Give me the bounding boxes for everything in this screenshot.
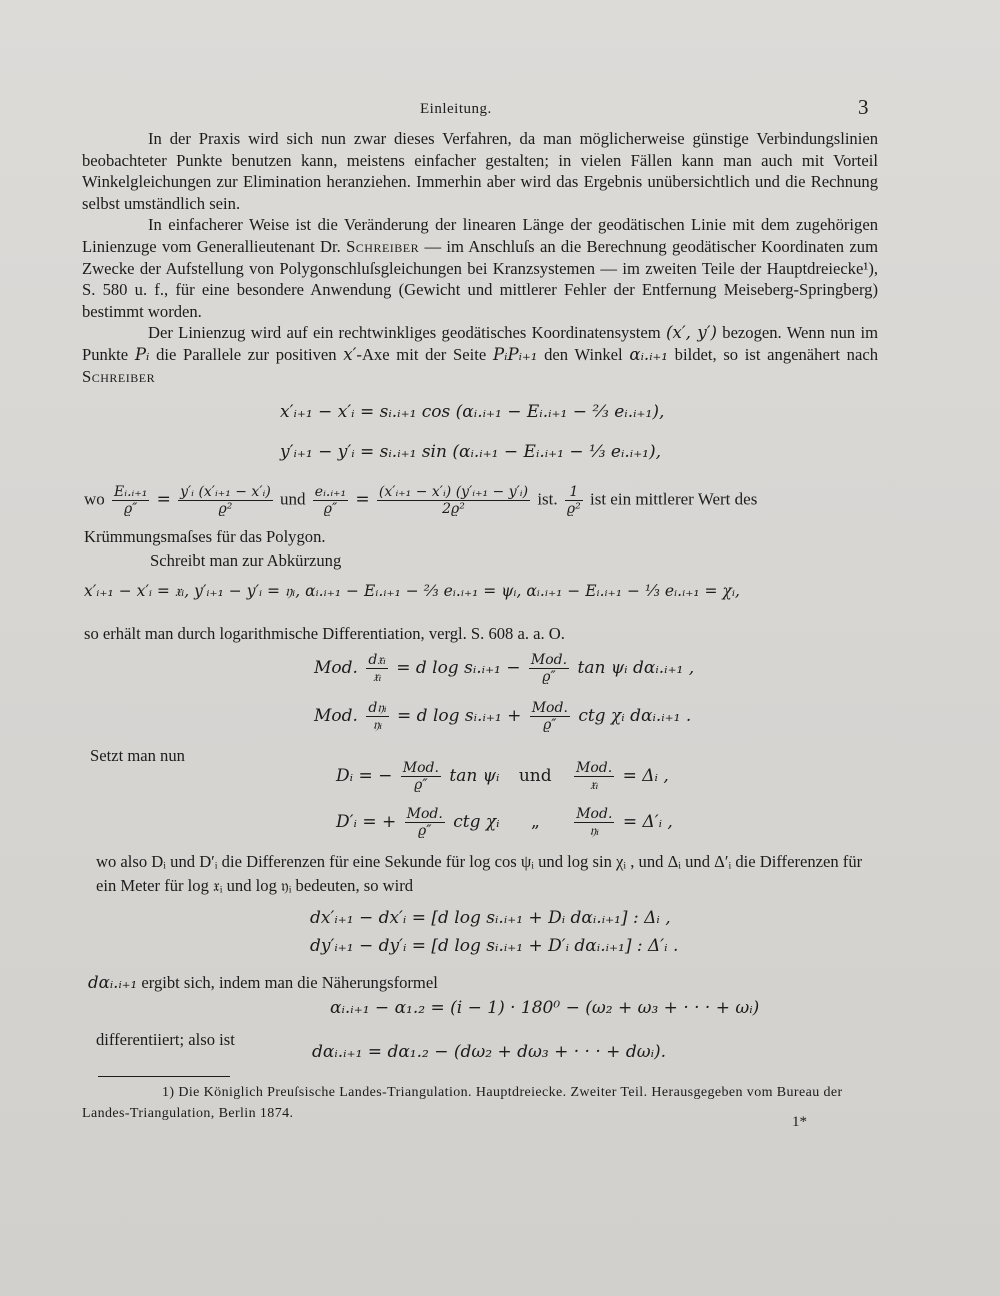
equation-definition-line	[84, 484, 757, 517]
fraction-numerator: y′ᵢ (x′ᵢ₊₁ − x′ᵢ)	[180, 484, 271, 500]
text-differentiiert: differentiiert; also ist	[96, 1030, 235, 1049]
equation-8: dx′ᵢ₊₁ − dx′ᵢ = [d log sᵢ.ᵢ₊₁ + Dᵢ dαᵢ.ᵢ₊₁] : Δᵢ ,	[310, 908, 671, 928]
footnote-separator	[98, 1076, 230, 1077]
mod-label: Mod.	[314, 658, 358, 679]
fraction-numerator: Mod.	[531, 700, 568, 716]
equation-4-middle: = d log sᵢ.ᵢ₊₁ −	[396, 658, 521, 679]
side-pi-pi1: PᵢPᵢ₊₁	[492, 344, 538, 364]
body-text	[82, 128, 878, 387]
equation-9: dy′ᵢ₊₁ − dy′ᵢ = [d log sᵢ.ᵢ₊₁ + D′ᵢ dαᵢ.ᵢ₊₁] : Δ′ᵢ .	[310, 936, 679, 956]
fraction-mod-xi	[574, 760, 614, 793]
fraction-denominator: 2ϱ²	[442, 501, 465, 518]
fraction-numerator: d𝔶ᵢ	[368, 700, 387, 716]
fraction-mod-rho	[401, 760, 441, 793]
fraction-denominator: 𝔶ᵢ	[372, 717, 383, 734]
equation-3: x′ᵢ₊₁ − x′ᵢ = 𝔵ᵢ, y′ᵢ₊₁ − y′ᵢ = 𝔶ᵢ, αᵢ.ᵢ₊₁ − Eᵢ.ᵢ₊₁ − ⅔ eᵢ.ᵢ₊₁ = ψᵢ, αᵢ.ᵢ₊₁ − Eᵢ.ᵢ₊₁ − ⅓ eᵢ.ᵢ₊₁ = χᵢ,	[84, 582, 740, 600]
text-kruemmung: Krümmungsmaſses für das Polygon.	[84, 527, 326, 546]
text-so-erhaelt: so erhält man durch logarithmische Differentiation, vergl. S. 608 a. a. O.	[84, 624, 565, 643]
text-ergibt: ergibt sich, indem man die Näherungsformel	[141, 973, 438, 992]
equation-2: y′ᵢ₊₁ − y′ᵢ = sᵢ.ᵢ₊₁ sin (αᵢ.ᵢ₊₁ − Eᵢ.ᵢ₊₁ − ⅓ eᵢ.ᵢ₊₁),	[280, 442, 662, 462]
fraction-numerator: Mod.	[530, 652, 568, 668]
equals-sign-2: =	[355, 489, 370, 510]
fraction-numerator: Mod.	[402, 760, 439, 776]
author-name-2: Schreiber	[82, 366, 156, 386]
fraction-mod-rho	[530, 700, 570, 733]
fraction-denominator: 𝔵ᵢ	[589, 777, 599, 794]
paragraph-3	[82, 322, 878, 387]
paragraph-3-part-d: -Axe mit der Seite	[356, 344, 487, 364]
fraction-denominator: 𝔵ᵢ	[372, 669, 382, 686]
fraction-denominator: ϱ″	[323, 501, 338, 518]
equation-10: αᵢ.ᵢ₊₁ − α₁.₂ = (i − 1) · 180⁰ − (ω₂ + ω₃ + · · · + ωᵢ)	[330, 998, 760, 1018]
fraction-dyi-yi	[366, 700, 388, 733]
equation-5-middle: = d log sᵢ.ᵢ₊₁ +	[397, 706, 522, 727]
fraction-numerator: Eᵢ.ᵢ₊₁	[114, 484, 148, 500]
equation-7-lhs: D′ᵢ = +	[336, 812, 397, 833]
paragraph-2	[82, 214, 878, 322]
fraction-dxi-xi	[366, 652, 387, 685]
word-wo: wo	[84, 489, 105, 509]
paragraph-3-part-c: die Parallele zur positiven	[156, 344, 337, 364]
fraction-one-over-rho	[565, 484, 583, 517]
text-schreibt: Schreibt man zur Abkürzung	[150, 551, 342, 570]
fraction-y-dx	[178, 484, 273, 517]
fraction-dx-dy	[377, 484, 530, 517]
paragraph-3-part-e: den Winkel	[544, 344, 623, 364]
page-header	[0, 95, 1000, 125]
word-und-2: und	[518, 766, 552, 787]
text-wo-also: wo also Dᵢ und D′ᵢ die Differenzen für eine Sekunde für log cos ψᵢ und log sin χᵢ , und Δᵢ und Δ′ᵢ die Differenzen für ein Meter für log 𝔵ᵢ und log 𝔶ᵢ bedeuten, so wird	[96, 852, 863, 895]
equation-6-rhs: = Δᵢ ,	[622, 766, 669, 787]
paragraph-3-part-f: bildet, so ist angenähert nach	[674, 344, 879, 364]
fraction-mod-yi	[574, 806, 614, 839]
equation-1: x′ᵢ₊₁ − x′ᵢ = sᵢ.ᵢ₊₁ cos (αᵢ.ᵢ₊₁ − Eᵢ.ᵢ₊₁ − ⅔ eᵢ.ᵢ₊₁),	[280, 402, 665, 422]
d-alpha-symbol: dαᵢ.ᵢ₊₁	[88, 973, 138, 992]
word-ist: ist.	[537, 489, 558, 509]
paragraph-2-part-a: In einfacherer Weise ist die Veränderung der linearen Länge der geodätischen Linie mit dem zugehörigen Linienzuge vom Generallieutenant Dr.	[82, 215, 878, 256]
paragraph-2-part-b: — im Anschluſs an die Berechnung geodätischer Koordinaten zum Zwecke der Aufstellung von Polygonschluſsgleichungen bei Kranzsystemen — im zweiten Teile der Hauptdreiecke¹), S. 580 u. f., für eine besondere Anwendung (Gewicht und mittlerer Fehler der Entfernung Meiseberg-Springberg) bestimmt worden.	[82, 236, 878, 321]
paragraph-3-part-a: Der Linienzug wird auf ein rechtwinkliges geodätisches Koordinatensystem	[148, 323, 661, 343]
fraction-denominator: ϱ″	[414, 777, 428, 794]
fraction-numerator: Mod.	[406, 806, 443, 822]
fraction-mod-rho	[529, 652, 569, 685]
fraction-denominator: ϱ″	[543, 717, 557, 734]
sheet-signature: 1*	[792, 1114, 807, 1130]
fraction-numerator: eᵢ.ᵢ₊₁	[314, 484, 347, 500]
fraction-e-over-rho	[112, 484, 149, 517]
fraction-denominator: ϱ″	[417, 823, 432, 840]
word-und: und	[280, 489, 306, 509]
paragraph-3-part-b: bezogen. Wenn nun im Punkte	[82, 323, 879, 364]
fraction-numerator: Mod.	[576, 806, 613, 822]
fraction-mod-rho	[405, 806, 445, 839]
fraction-numerator: 1	[565, 484, 583, 501]
equation-7	[336, 806, 673, 839]
equation-4	[314, 652, 694, 685]
angle-alpha: αᵢ.ᵢ₊₁	[629, 344, 668, 364]
equation-4-end: tan ψᵢ dαᵢ.ᵢ₊₁ ,	[577, 658, 695, 679]
fraction-denominator: ϱ″	[542, 669, 556, 686]
equation-5	[314, 700, 691, 733]
fraction-e-over-rho-2	[313, 484, 348, 517]
fraction-numerator: Mod.	[576, 760, 613, 776]
coordinate-system: (x′, y′)	[666, 323, 717, 343]
fraction-denominator: 𝔶ᵢ	[589, 823, 599, 840]
equation-6-lhs: Dᵢ = −	[336, 766, 393, 787]
fraction-numerator: d𝔵ᵢ	[368, 652, 386, 668]
text-setzt: Setzt man nun	[90, 746, 185, 765]
equation-7-ctg: ctg χᵢ	[453, 812, 500, 833]
text-mittlerer-wert: ist ein mittlerer Wert des	[589, 489, 758, 509]
equals-sign: =	[156, 489, 171, 510]
mod-label: Mod.	[314, 706, 358, 727]
equation-7-rhs: = Δ′ᵢ ,	[622, 812, 673, 833]
paragraph-1: In der Praxis wird sich nun zwar dieses Verfahren, da man möglicherweise günstige Verbindungslinien beobachteter Punkte benutzen kann, meistens einfacher gestalten; in vielen Fällen kann man auch mit Vorteil Winkelgleichungen zur Elimination heranziehen. Immerhin aber wird das Ergebnis unübersichtlich und die Rechnung selbst umständlich sein.	[82, 129, 878, 213]
running-title: Einleitung.	[420, 101, 492, 117]
x-axis-symbol: x′	[343, 344, 357, 364]
page-number: 3	[858, 95, 869, 119]
equation-5-end: ctg χᵢ dαᵢ.ᵢ₊₁ .	[578, 706, 692, 727]
equation-6-tan: tan ψᵢ	[449, 766, 500, 787]
fraction-denominator: ϱ″	[123, 501, 138, 518]
ditto-mark: „	[531, 812, 540, 833]
fraction-numerator: (x′ᵢ₊₁ − x′ᵢ) (y′ᵢ₊₁ − y′ᵢ)	[378, 484, 529, 500]
equation-11: dαᵢ.ᵢ₊₁ = dα₁.₂ − (dω₂ + dω₃ + · · · + dωᵢ).	[312, 1042, 667, 1062]
point-pi: Pᵢ	[134, 344, 150, 364]
author-name: Schreiber	[346, 236, 420, 256]
fraction-denominator: ϱ²	[566, 501, 581, 518]
text-dalpha-ergibt	[88, 973, 438, 993]
footnote: 1) Die Königlich Preuſsische Landes-Triangulation. Hauptdreiecke. Zweiter Teil. Herausgegeben vom Bureau der Landes-Triangulation, Berlin 1874.	[82, 1085, 843, 1121]
fraction-denominator: ϱ²	[218, 501, 233, 518]
equation-6	[336, 760, 669, 793]
